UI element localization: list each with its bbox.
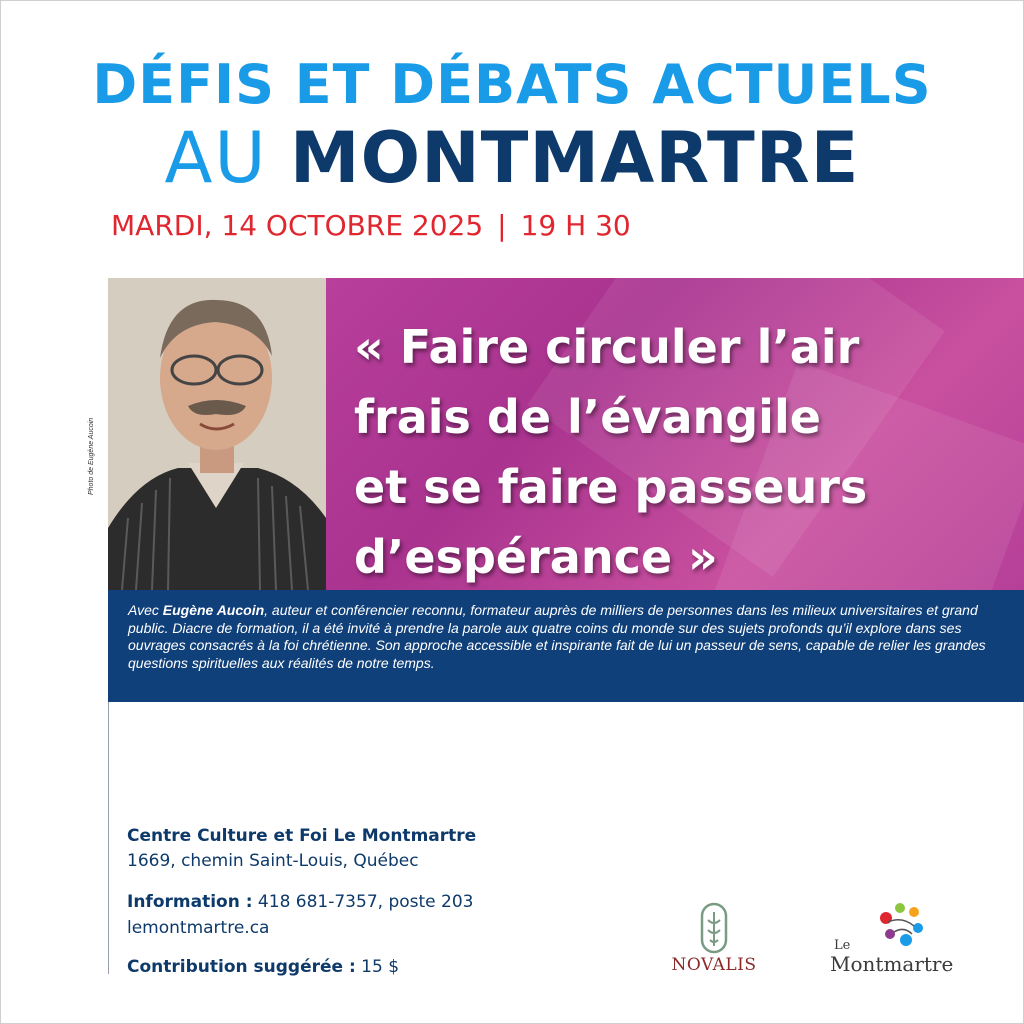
quote-line: et se faire passeurs: [354, 460, 868, 514]
contribution-value: 15 $: [355, 957, 400, 977]
event-date-time: [111, 206, 631, 246]
speaker-photo: [108, 278, 326, 590]
quote-line: d’espérance »: [354, 530, 718, 584]
quote-panel: [326, 278, 1024, 590]
novalis-wordmark: NOVALIS: [671, 955, 757, 975]
speaker-portrait-illustration: [108, 278, 326, 590]
date-separator: |: [497, 209, 507, 242]
event-time: 19 H 30: [520, 209, 631, 242]
speaker-name: Eugène Aucoin: [162, 602, 265, 618]
divider-line: [108, 702, 109, 974]
quote-line: frais de l’évangile: [354, 390, 821, 444]
suggested-contribution: [127, 957, 399, 977]
bio-text: , auteur et conférencier reconnu, formateur auprès de milliers de personnes dans les milieux universitaires et grand public. Diacre de formation, il a été invité à prendre la parole aux quatre coins du monde sur des sujets profonds qu’il explore dans ses ouvrages consacrés à la foi chrétienne. Son approche accessible et inspirante fait de lui un passeur de sens, capable de relier les grandes questions spirituelles aux réalités de notre temps.: [128, 602, 986, 671]
event-venue-title: [0, 118, 1024, 198]
bio-intro: Avec: [128, 602, 163, 618]
speaker-bio-panel: [108, 590, 1024, 702]
contribution-label: Contribution suggérée :: [127, 957, 356, 977]
novalis-emblem-icon: [666, 902, 762, 954]
event-date: MARDI, 14 OCTOBRE 2025: [111, 209, 484, 242]
speaker-bio: [128, 602, 988, 672]
quote-line: « Faire circuler l’air: [354, 320, 860, 374]
photo-credit: Photo de Eugène Aucoin: [88, 417, 95, 495]
event-quote: [354, 312, 1004, 590]
montmartre-logo: [828, 898, 978, 978]
event-series-title: DÉFIS ET DÉBATS ACTUELS: [92, 53, 932, 116]
info-label: Information :: [127, 892, 253, 912]
venue-name: Centre Culture et Foi Le Montmartre: [127, 826, 477, 846]
montmartre-le: Le: [834, 938, 851, 953]
montmartre-emblem-icon: [828, 898, 978, 948]
website-link[interactable]: lemontmartre.ca: [127, 918, 270, 938]
info-phone: [127, 892, 473, 912]
montmartre-wordmark: Montmartre: [830, 952, 954, 976]
info-value: 418 681-7357, poste 203: [252, 892, 474, 912]
venue-address: 1669, chemin Saint-Louis, Québec: [127, 851, 419, 871]
title-prefix: AU: [164, 117, 268, 199]
novalis-logo: [666, 902, 762, 978]
title-venue: MONTMARTRE: [289, 117, 860, 199]
